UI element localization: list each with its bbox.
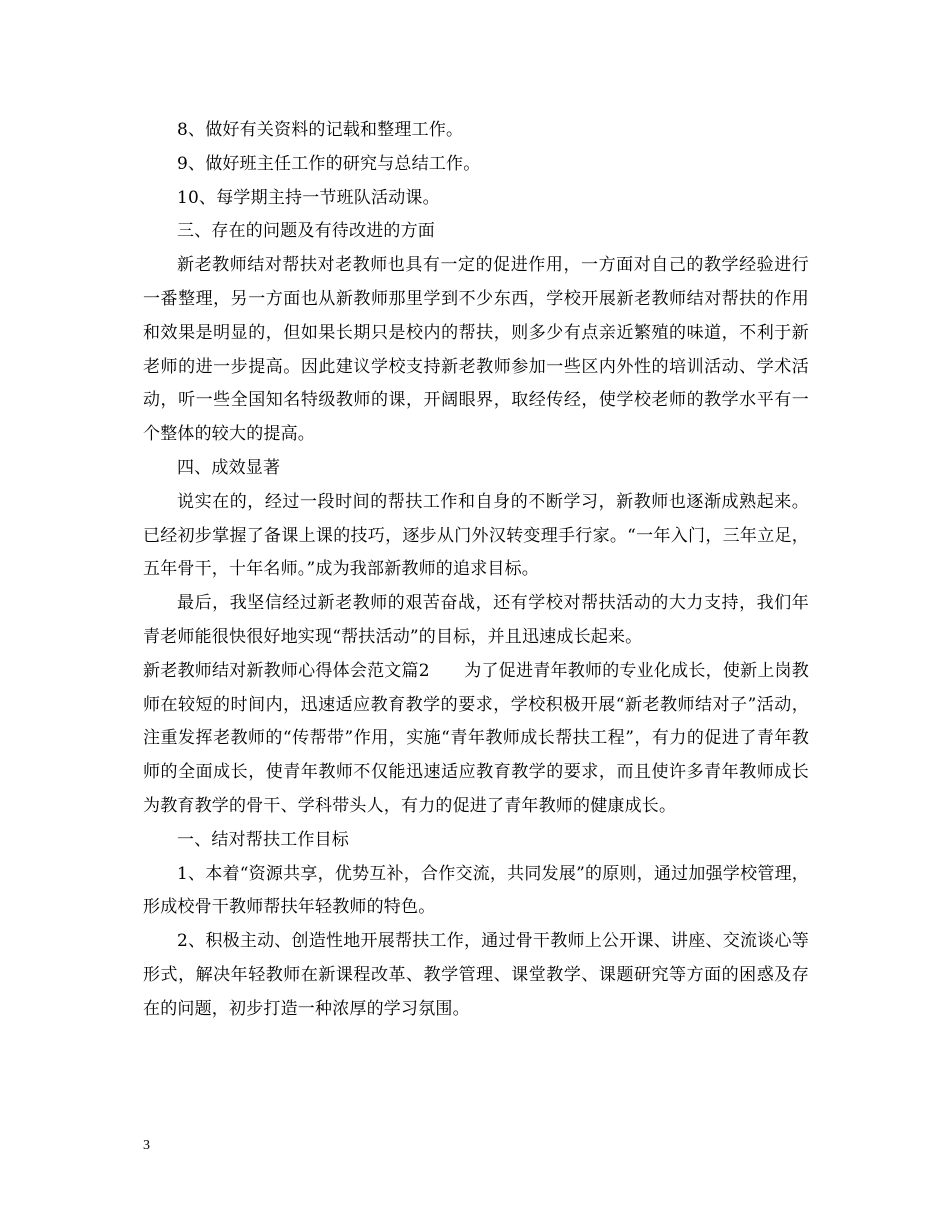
paragraph-results: 说实在的，经过一段时间的帮扶工作和自身的不断学习，新教师也逐渐成熟起来。已经初步掌握了备课上课的技巧，逐步从门外汉转变理手行家。“一年入门，三年立足，五年骨干，十年名师。”成为我部新教师的追求目标。 xyxy=(143,491,809,580)
goal-item-2: 2、积极主动、创造性地开展帮扶工作，通过骨干教师上公开课、讲座、交流谈心等形式，解决年轻教师在新课程改革、教学管理、课堂教学、课题研究等方面的困惑及存在的问题，初步打造一种浓厚的学习氛围。 xyxy=(143,931,809,1019)
goal-item-1: 1、本着“资源共享，优势互补，合作交流，共同发展”的原则，通过加强学校管理，形成校骨干教师帮扶年轻教师的特色。 xyxy=(143,863,809,918)
section-heading-goals: 一、结对帮扶工作目标 xyxy=(177,829,349,850)
list-item-9: 9、做好班主任工作的研究与总结工作。 xyxy=(177,153,481,174)
section-heading-results: 四、成效显著 xyxy=(177,457,281,478)
list-item-10: 10、每学期主持一节班队活动课。 xyxy=(177,187,440,208)
list-item-8: 8、做好有关资料的记载和整理工作。 xyxy=(177,120,464,140)
page-number: 3 xyxy=(143,1138,150,1153)
section-heading-problems: 三、存在的问题及有待改进的方面 xyxy=(177,221,435,242)
paragraph-article-2-intro: 新老教师结对新教师心得体会范文篇2 为了促进青年教师的专业化成长，使新上岗教师在较短的时间内，迅速适应教育教学的要求，学校积极开展“新老教师结对子”活动，注重发挥老教师的“传帮带”作用，实施“青年教师成长帮扶工程”，有力的促进了青年教师的全面成长，使青年教师不仅能迅速适应教育教学的要求，而且使许多青年教师成长为教育教学的骨干、学科带头人，有力的促进了青年教师的健康成长。 xyxy=(143,660,809,816)
paragraph-problems: 新老教师结对帮扶对老教师也具有一定的促进作用，一方面对自己的教学经验进行一番整理，另一方面也从新教师那里学到不少东西，学校开展新老教师结对帮扶的作用和效果是明显的，但如果长期只是校内的帮扶，则多少有点亲近繁殖的味道，不利于新老师的进一步提高。因此建议学校支持新老教师参加一些区内外性的培训活动、学术活动，听一些全国知名特级教师的课，开阔眼界，取经传经，使学校老师的教学水平有一个整体的较大的提高。 xyxy=(143,255,809,445)
paragraph-conclusion: 最后，我坚信经过新老教师的艰苦奋战，还有学校对帮扶活动的大力支持，我们年青老师能很快很好地实现“帮扶活动”的目标，并且迅速成长起来。 xyxy=(143,593,809,647)
document-body xyxy=(143,114,809,1027)
